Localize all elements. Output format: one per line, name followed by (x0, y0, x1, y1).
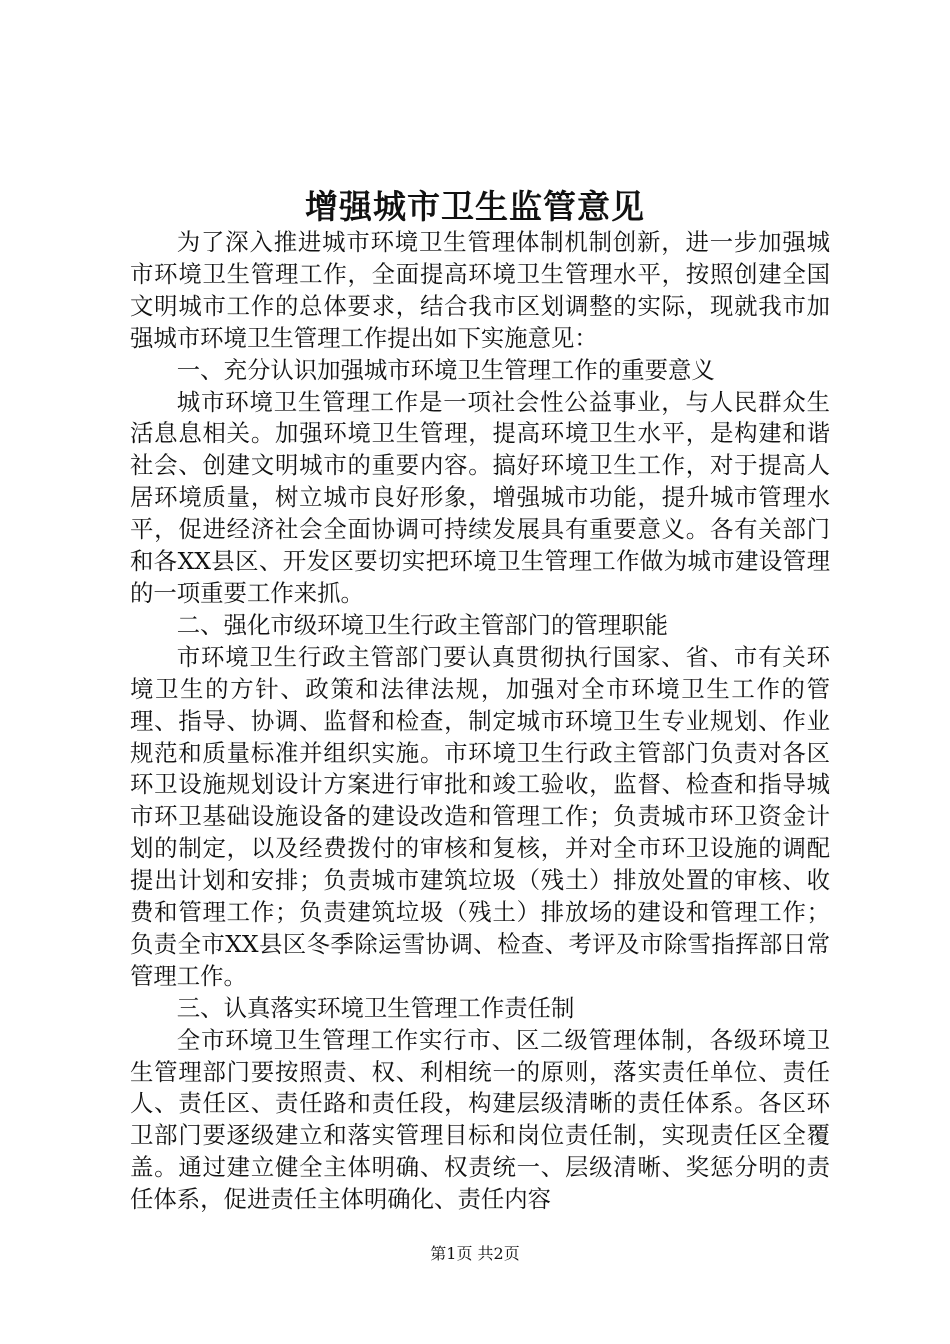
intro-paragraph: 为了深入推进城市环境卫生管理体制机制创新，进一步加强城市环境卫生管理工作，全面提高环境卫生管理水平，按照创建全国文明城市工作的总体要求，结合我市区划调整的实际，现就我市加强城市环境卫生管理工作提出如下实施意见： (130, 228, 830, 352)
section-paragraph-3: 全市环境卫生管理工作实行市、区二级管理体制，各级环境卫生管理部门要按照责、权、利相统一的原则，落实责任单位、责任人、责任区、责任路和责任段，构建层级清晰的责任体系。各区环卫部门要逐级建立和落实管理目标和岗位责任制，实现责任区全覆盖。通过建立健全主体明确、权责统一、层级清晰、奖惩分明的责任体系，促进责任主体明确化、责任内容 (130, 1025, 830, 1214)
page-number: 第1页 共2页 (430, 1244, 520, 1263)
section-heading-3: 三、认真落实环境卫生管理工作责任制 (176, 993, 575, 1022)
section-heading-2: 二、强化市级环境卫生行政主管部门的管理职能 (176, 610, 668, 639)
section-heading-1: 一、充分认识加强城市环境卫生管理工作的重要意义 (176, 355, 715, 384)
document-body (130, 227, 830, 1216)
section-paragraph-2: 市环境卫生行政主管部门要认真贯彻执行国家、省、市有关环境卫生的方针、政策和法律法规，加强对全市环境卫生工作的管理、指导、协调、监督和检查，制定城市环境卫生专业规划、作业规范和质量标准并组织实施。市环境卫生行政主管部门负责对各区环卫设施规划设计方案进行审批和竣工验收，监督、检查和指导城市环卫基础设施设备的建设改造和管理工作；负责城市环卫资金计划的制定，以及经费拨付的审核和复核，并对全市环卫设施的调配提出计划和安排；负责城市建筑垃圾（残土）排放处置的审核、收费和管理工作；负责建筑垃圾（残土）排放场的建设和管理工作；负责全市XX县区冬季除运雪协调、检查、考评及市除雪指挥部日常管理工作。 (130, 642, 830, 990)
section-paragraph-1: 城市环境卫生管理工作是一项社会性公益事业，与人民群众生活息息相关。加强环境卫生管理，提高环境卫生水平，是构建和谐社会、创建文明城市的重要内容。搞好环境卫生工作，对于提高人居环境质量，树立城市良好形象，增强城市功能，提升城市管理水平，促进经济社会全面协调可持续发展具有重要意义。各有关部门和各XX县区、开发区要切实把环境卫生管理工作做为城市建设管理的一项重要工作来抓。 (130, 387, 830, 607)
document-title: 增强城市卫生监管意见 (305, 187, 645, 226)
